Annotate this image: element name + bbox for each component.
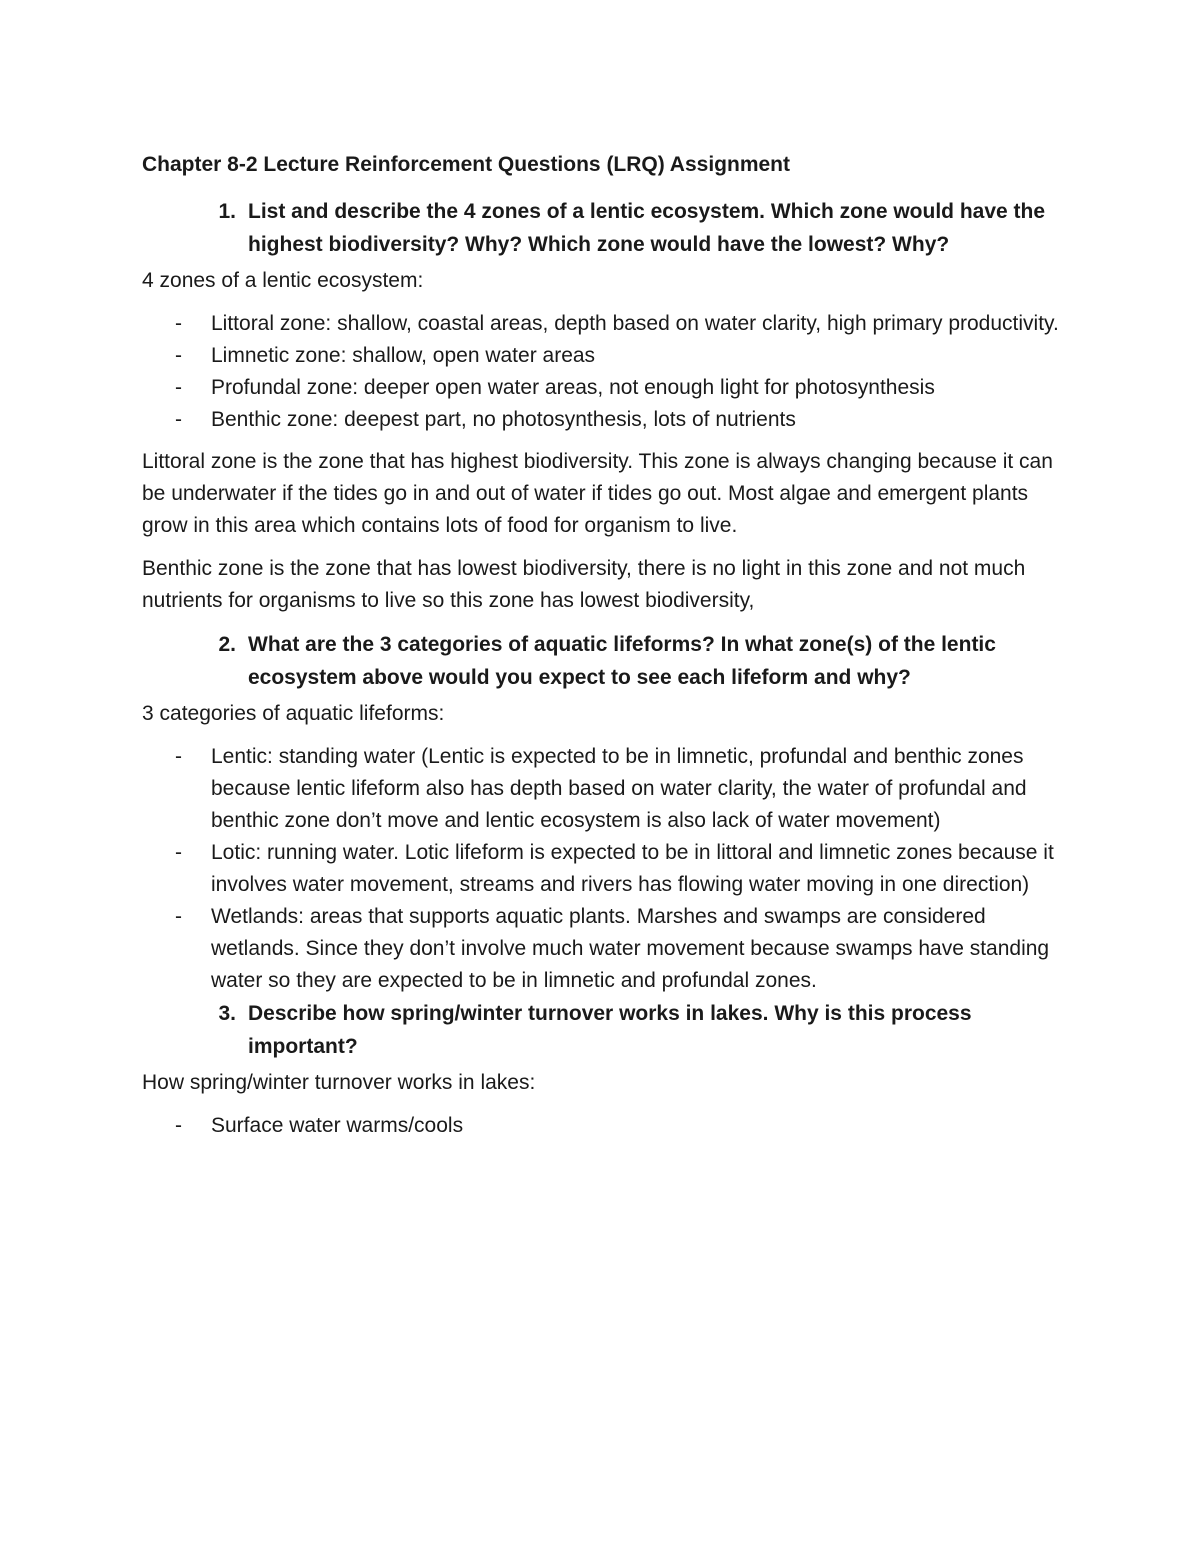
- answer-intro: 3 categories of aquatic lifeforms:: [142, 702, 445, 725]
- document-page: [142, 147, 1072, 1152]
- dash-bullet: -: [175, 376, 182, 399]
- dash-bullet: -: [175, 1114, 182, 1137]
- document-title: Chapter 8-2 Lecture Reinforcement Questions (LRQ) Assignment: [142, 153, 790, 176]
- dash-bullet: -: [175, 905, 182, 928]
- question-3: [142, 997, 1072, 1063]
- list-item: [142, 837, 1072, 901]
- lifeform-list: [142, 741, 1072, 997]
- answer-intro: How spring/winter turnover works in lakes:: [142, 1071, 536, 1094]
- list-item-text: Littoral zone: shallow, coastal areas, depth based on water clarity, high primary productivity.: [211, 312, 1059, 335]
- list-item-text: Wetlands: areas that supports aquatic plants. Marshes and swamps are considered wetlands. Since they don’t involve much water movement because swamps have standing water so they are expected to be in limnetic and profundal zones.: [211, 905, 1050, 992]
- question-number: 3.: [218, 1002, 236, 1025]
- dash-bullet: -: [175, 408, 182, 431]
- turnover-list: [142, 1110, 1072, 1142]
- answer-paragraph: Littoral zone is the zone that has highest biodiversity. This zone is always changing because it can be underwater if the tides go in and out of water if tides go out. Most algae and emergent plants grow in this area which contains lots of food for organism to live.: [142, 450, 1053, 537]
- zone-list: [142, 308, 1072, 436]
- question-text: Describe how spring/winter turnover works in lakes. Why is this process important?: [248, 1002, 972, 1058]
- answer-paragraph: Benthic zone is the zone that has lowest biodiversity, there is no light in this zone and not much nutrients for organisms to live so this zone has lowest biodiversity,: [142, 557, 1026, 612]
- question-text: List and describe the 4 zones of a lentic ecosystem. Which zone would have the highest biodiversity? Why? Which zone would have the lowest? Why?: [248, 200, 1046, 256]
- list-item: [142, 340, 1072, 372]
- dash-bullet: -: [175, 312, 182, 335]
- list-item-text: Lotic: running water. Lotic lifeform is expected to be in littoral and limnetic zones because it involves water movement, streams and rivers has flowing water moving in one direction): [211, 841, 1054, 896]
- list-item-text: Surface water warms/cools: [211, 1114, 464, 1137]
- question-number: 1.: [218, 200, 236, 223]
- list-item-text: Lentic: standing water (Lentic is expected to be in limnetic, profundal and benthic zones because lentic lifeform also has depth based on water clarity, the water of profundal and benthic zone don’t move and lentic ecosystem is also lack of water movement): [211, 745, 1027, 832]
- list-item: [142, 372, 1072, 404]
- list-item: [142, 741, 1072, 837]
- list-item: [142, 308, 1072, 340]
- dash-bullet: -: [175, 745, 182, 768]
- dash-bullet: -: [175, 344, 182, 367]
- list-item: [142, 1110, 1072, 1142]
- list-item: [142, 901, 1072, 997]
- list-item: [142, 404, 1072, 436]
- list-item-text: Profundal zone: deeper open water areas, not enough light for photosynthesis: [211, 376, 935, 399]
- question-1: [142, 195, 1072, 261]
- list-item-text: Limnetic zone: shallow, open water areas: [211, 344, 596, 367]
- question-2: [142, 628, 1072, 694]
- question-text: What are the 3 categories of aquatic lifeforms? In what zone(s) of the lentic ecosystem above would you expect to see each lifeform and why?: [248, 633, 996, 689]
- answer-intro: 4 zones of a lentic ecosystem:: [142, 269, 424, 292]
- list-item-text: Benthic zone: deepest part, no photosynthesis, lots of nutrients: [211, 408, 796, 431]
- question-number: 2.: [218, 633, 236, 656]
- dash-bullet: -: [175, 841, 182, 864]
